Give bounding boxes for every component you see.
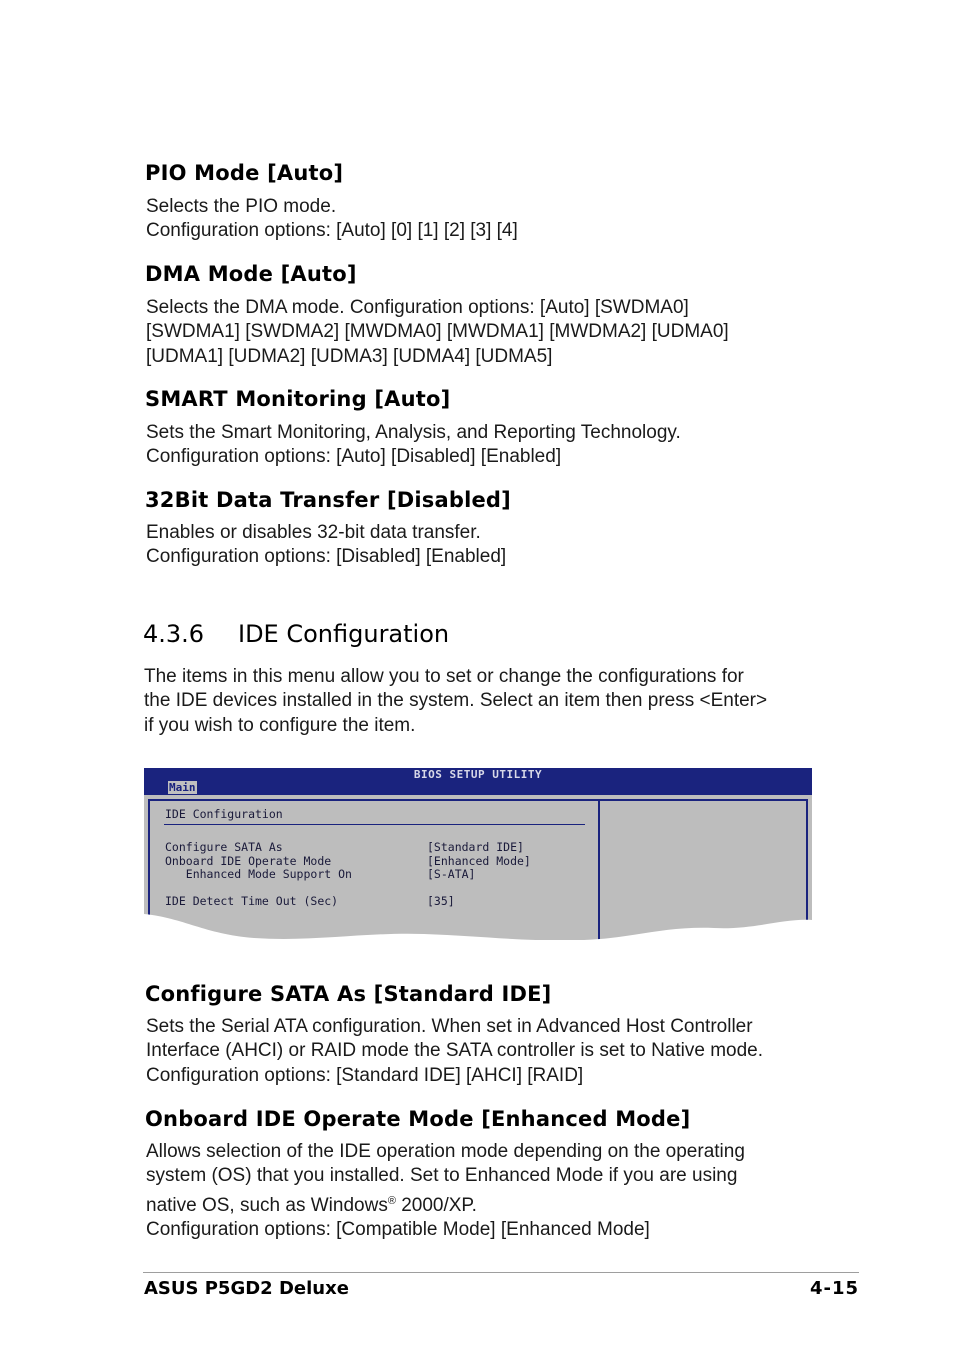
dma-mode-line-1: Selects the DMA mode. Configuration options: [Auto] [SWDMA0] (146, 297, 689, 318)
pio-mode-line-2: Configuration options: [Auto] [0] [1] [2] [3] [4] (146, 220, 518, 242)
configure-sata-line-2: Interface (AHCI) or RAID mode the SATA controller is set to Native mode. (146, 1040, 764, 1062)
section-intro-line-2: the IDE devices installed in the system. Select an item then press <Enter> (144, 690, 768, 712)
configure-sata-line-3: Configuration options: [Standard IDE] [AHCI] [RAID] (146, 1064, 584, 1086)
onboard-ide-line-3-text: native OS, such as Windows (146, 1194, 388, 1216)
bios-item-value: [Standard IDE] (427, 840, 524, 854)
pio-mode-description (146, 195, 518, 244)
smart-monitoring-heading: SMART Monitoring [Auto] (145, 387, 451, 411)
onboard-ide-description (146, 1140, 745, 1242)
bios-item-value: [35] (427, 894, 455, 908)
dma-mode-heading: DMA Mode [Auto] (145, 262, 357, 286)
footer-page-number: 4-15 (809, 1278, 859, 1299)
section-intro (144, 665, 767, 738)
configure-sata-line-1: Sets the Serial ATA configuration. When set in Advanced Host Controller (146, 1016, 753, 1037)
bios-title-rule (164, 824, 585, 825)
onboard-ide-heading: Onboard IDE Operate Mode [Enhanced Mode] (145, 1107, 691, 1131)
onboard-ide-line-1: Allows selection of the IDE operation mode depending on the operating (146, 1141, 745, 1162)
bios-item-value: [S-ATA] (427, 867, 476, 881)
bios-panel-title: IDE Configuration (165, 807, 283, 821)
data-transfer-heading: 32Bit Data Transfer [Disabled] (145, 488, 511, 512)
bios-item-value: [Enhanced Mode] (427, 854, 531, 868)
configure-sata-description (146, 1015, 763, 1088)
bios-item-label: Onboard IDE Operate Mode (165, 854, 332, 868)
section-number: 4.3.6 (143, 620, 205, 648)
dma-mode-line-3: [UDMA1] [UDMA2] [UDMA3] [UDMA4] [UDMA5] (146, 345, 553, 367)
bios-item-label: IDE Detect Time Out (Sec) (165, 894, 339, 908)
footer-rule (143, 1272, 859, 1273)
dma-mode-description (146, 296, 729, 369)
onboard-ide-line-3-end: 2000/XP. (395, 1194, 477, 1216)
section-intro-line-1: The items in this menu allow you to set or change the configurations for (144, 666, 744, 687)
onboard-ide-line-4: Configuration options: [Compatible Mode] [Enhanced Mode] (146, 1218, 650, 1240)
onboard-ide-line-2: system (OS) that you installed. Set to Enhanced Mode if you are using (146, 1165, 738, 1187)
configure-sata-heading: Configure SATA As [Standard IDE] (145, 982, 552, 1006)
smart-monitoring-line-2: Configuration options: [Auto] [Disabled] [Enabled] (146, 446, 562, 468)
data-transfer-line-1: Enables or disables 32-bit data transfer. (146, 522, 481, 543)
pio-mode-line-1: Selects the PIO mode. (146, 196, 337, 217)
torn-edge (144, 908, 812, 940)
data-transfer-description (146, 521, 506, 570)
onboard-ide-line-3 (146, 1189, 745, 1218)
bios-tab-main: Main (169, 781, 196, 794)
section-title (143, 620, 449, 648)
bios-screenshot (144, 768, 812, 940)
pio-mode-heading: PIO Mode [Auto] (145, 161, 344, 185)
registered-mark: ® (387, 1194, 396, 1207)
smart-monitoring-description (146, 421, 681, 470)
section-intro-line-3: if you wish to configure the item. (144, 714, 416, 736)
bios-item-label: Enhanced Mode Support On (165, 867, 352, 881)
bios-item-label: Configure SATA As (165, 840, 283, 854)
smart-monitoring-line-1: Sets the Smart Monitoring, Analysis, and Reporting Technology. (146, 422, 681, 443)
data-transfer-line-2: Configuration options: [Disabled] [Enabled] (146, 546, 507, 568)
footer-product-name: ASUS P5GD2 Deluxe (144, 1278, 349, 1299)
dma-mode-line-2: [SWDMA1] [SWDMA2] [MWDMA0] [MWDMA1] [MWDMA2] [UDMA0] (146, 321, 729, 343)
bios-title: BIOS SETUP UTILITY (413, 768, 543, 781)
section-name: IDE Configuration (238, 620, 450, 648)
